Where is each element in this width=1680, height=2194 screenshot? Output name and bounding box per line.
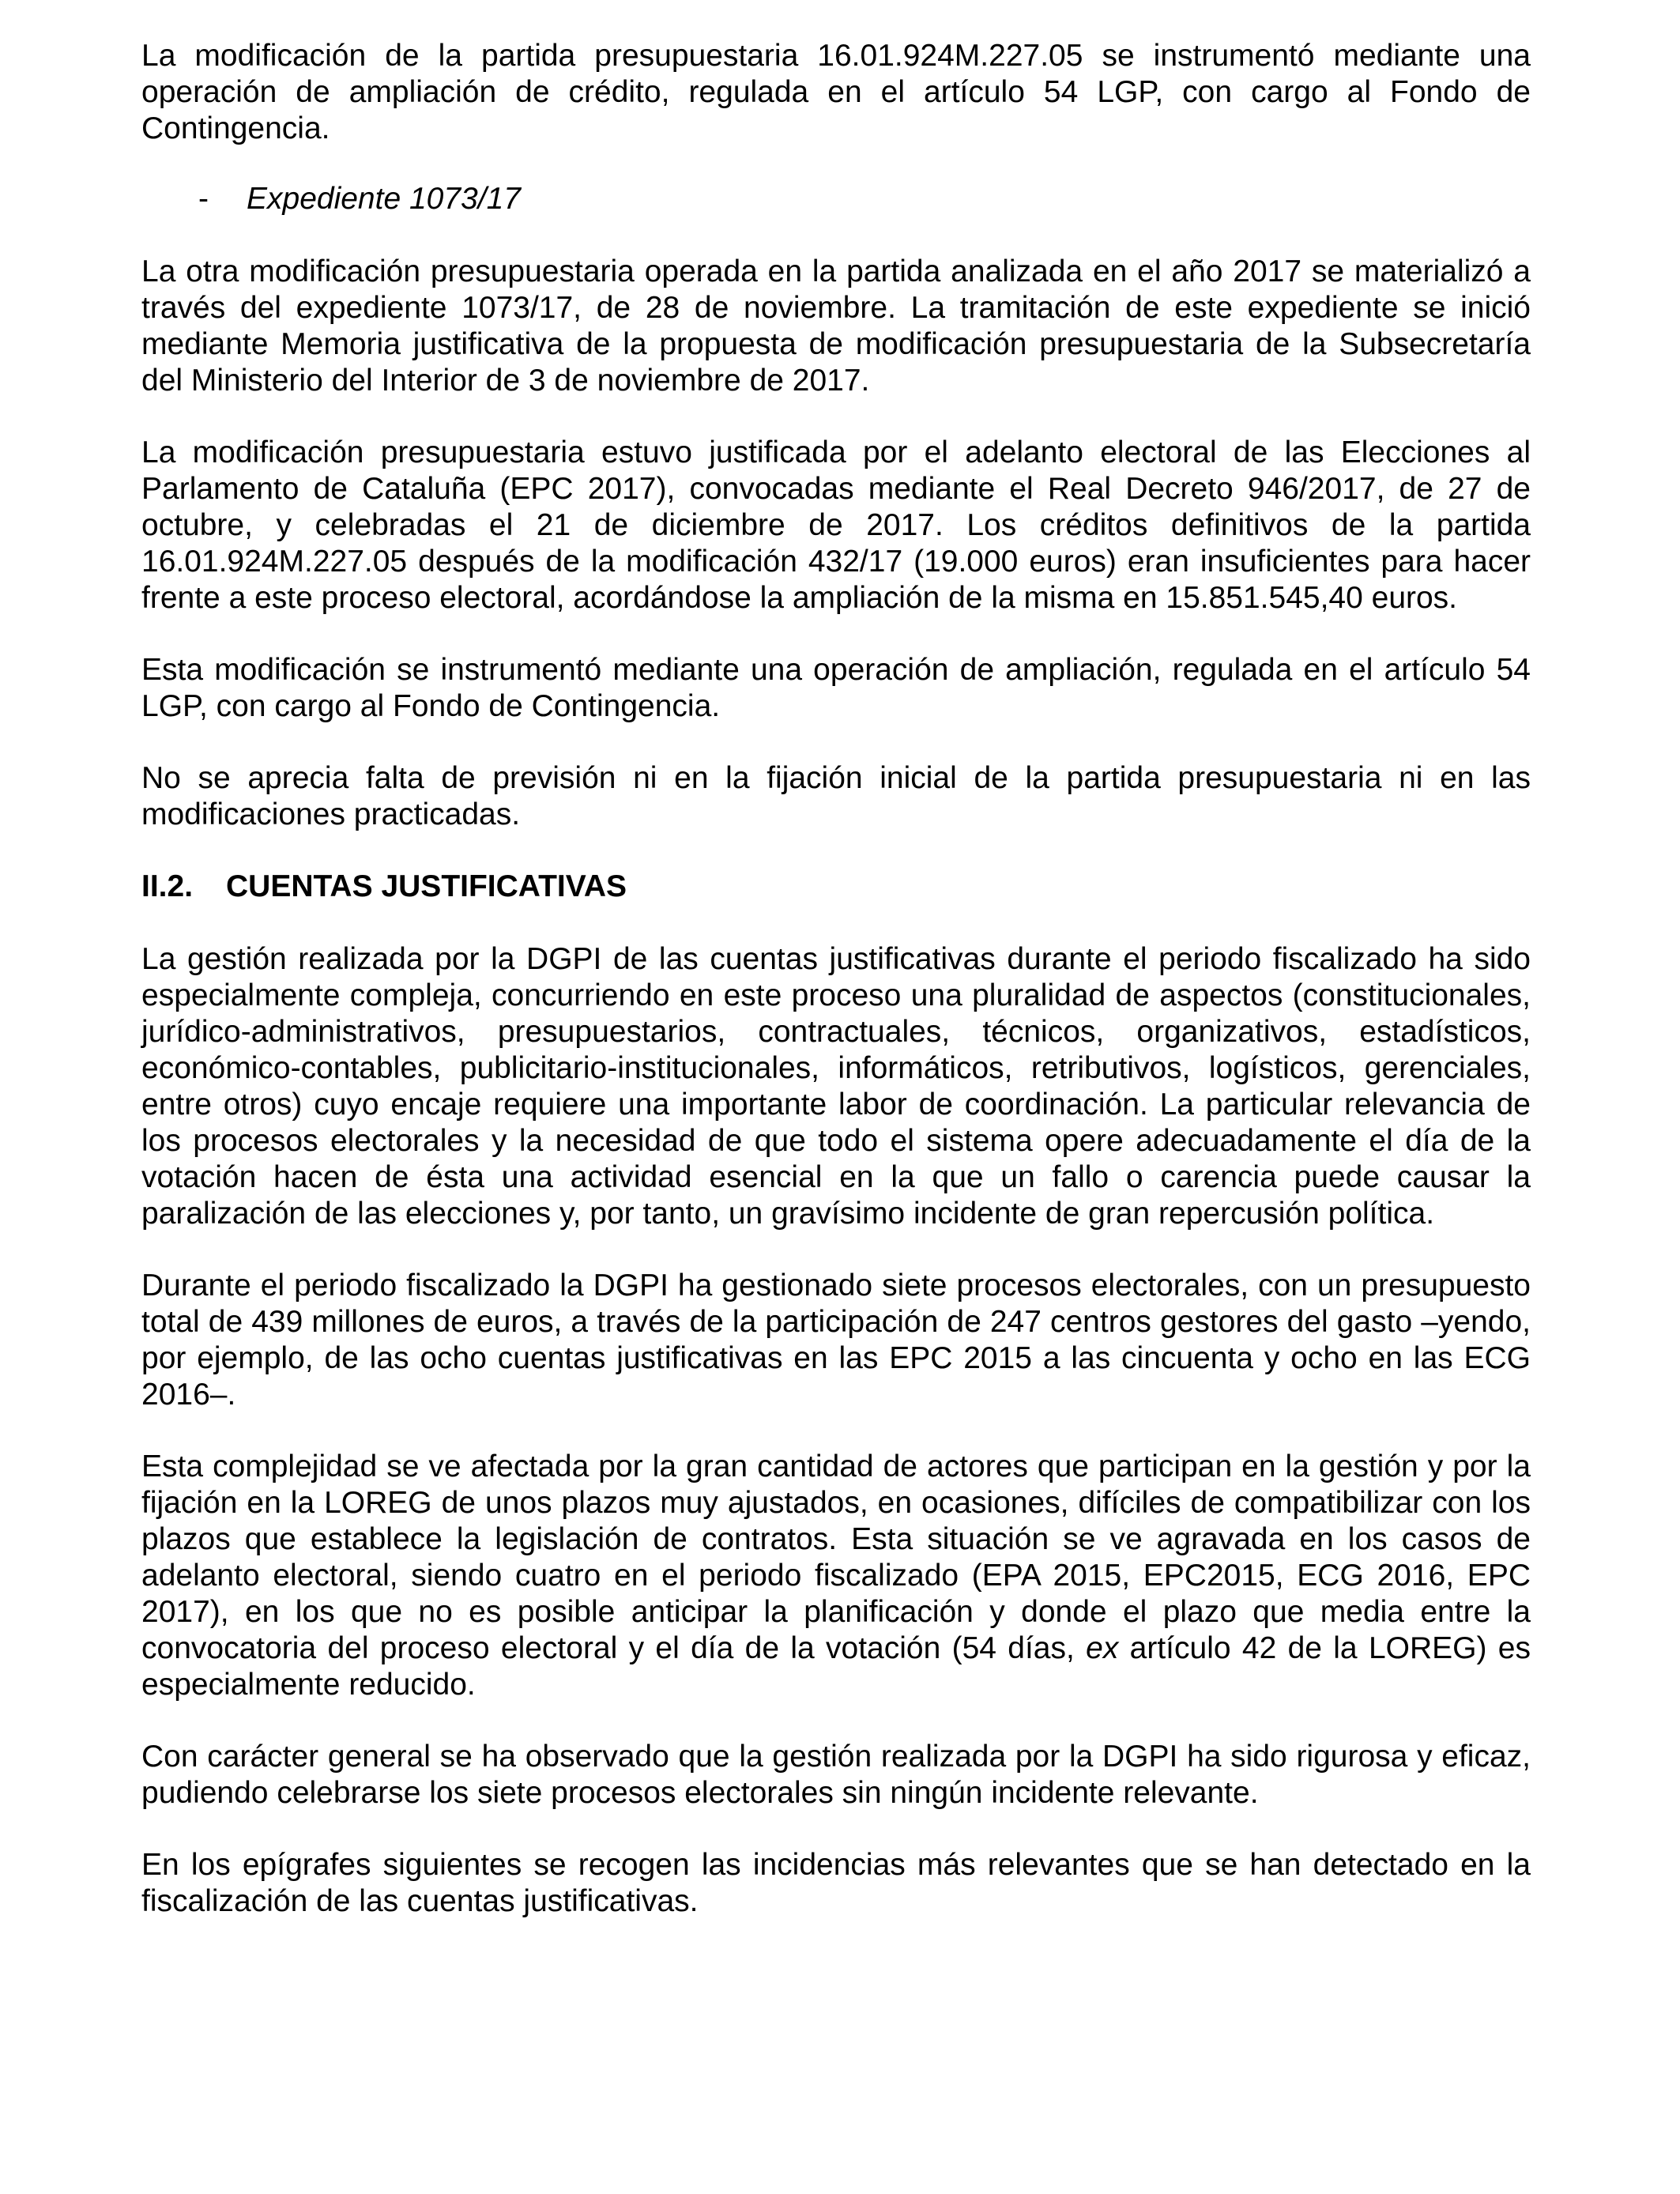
paragraph-prevision: No se aprecia falta de previsión ni en la fijación inicial de la partida presupuestaria ni en las modificaciones practicadas.: [141, 761, 1531, 831]
bullet-item-label: Expediente 1073/17: [247, 182, 521, 216]
section-number: II.2.: [141, 869, 194, 903]
paragraph-complejidad: [141, 1449, 1531, 1703]
bullet-item-expediente: [141, 181, 1531, 217]
paragraph-gestion-compleja: La gestión realizada por la DGPI de las cuentas justificativas durante el periodo fiscalizado ha sido especialmente compleja, concurriendo en este proceso una pluralidad de aspectos (constitucionales, jurídico-administrativos, presupuestarios, contractuales, técnicos, organizativos, estadísticos, económico-contables, publicitario-institucionales, informáticos, retributivos, logísticos, gerenciales, entre otros) cuyo encaje requiere una importante labor de coordinación. La particular relevancia de los procesos electorales y la necesidad de que todo el sistema opere adecuadamente el día de la votación hacen de ésta una actividad esencial en la que un fallo o carencia puede causar la paralización de las elecciones y, por tanto, un gravísimo incidente de gran repercusión política.: [141, 942, 1531, 1231]
paragraph-epigrafes: En los epígrafes siguientes se recogen las incidencias más relevantes que se han detectado en la fiscalización de las cuentas justificativas.: [141, 1848, 1531, 1918]
paragraph-operacion-ampliacion: Esta modificación se instrumentó mediante una operación de ampliación, regulada en el artículo 54 LGP, con cargo al Fondo de Contingencia.: [141, 653, 1531, 723]
paragraph-complejidad-text-2: artículo 42 de la LOREG) es especialmente reducido.: [141, 1631, 1531, 1702]
paragraph-procesos-electorales: Durante el periodo fiscalizado la DGPI ha gestionado siete procesos electorales, con un presupuesto total de 439 millones de euros, a través de la participación de 247 centros gestores del gasto –yendo, por ejemplo, de las ocho cuentas justificativas en las EPC 2015 a las cincuenta y ocho en las ECG 2016–.: [141, 1269, 1531, 1412]
bullet-marker: -: [198, 182, 209, 216]
paragraph-complejidad-italic: ex: [1086, 1631, 1119, 1665]
paragraph-justificacion-epc: La modificación presupuestaria estuvo justificada por el adelanto electoral de las Elecciones al Parlamento de Cataluña (EPC 2017), convocadas mediante el Real Decreto 946/2017, de 27 de octubre, y celebradas el 21 de diciembre de 2017. Los créditos definitivos de la partida 16.01.924M.227.05 después de la modificación 432/17 (19.000 euros) eran insuficientes para hacer frente a este proceso electoral, acordándose la ampliación de la misma en 15.851.545,40 euros.: [141, 435, 1531, 615]
paragraph-expediente-1073: La otra modificación presupuestaria operada en la partida analizada en el año 2017 se materializó a través del expediente 1073/17, de 28 de noviembre. La tramitación de este expediente se inició mediante Memoria justificativa de la propuesta de modificación presupuestaria de la Subsecretaría del Ministerio del Interior de 3 de noviembre de 2017.: [141, 254, 1531, 398]
paragraph-gestion-rigurosa: Con carácter general se ha observado que la gestión realizada por la DGPI ha sido rigurosa y eficaz, pudiendo celebrarse los siete procesos electorales sin ningún incidente relevante.: [141, 1740, 1531, 1810]
document-body: [141, 38, 1531, 1955]
paragraph-complejidad-text-1: Esta complejidad se ve afectada por la gran cantidad de actores que participan en la gestión y por la fijación en la LOREG de unos plazos muy ajustados, en ocasiones, difíciles de compatibilizar con los plazos que establece la legislación de contratos. Esta situación se ve agravada en los casos de adelanto electoral, siendo cuatro en el periodo fiscalizado (EPA 2015, EPC2015, ECG 2016, EPC 2017), en los que no es posible anticipar la planificación y donde el plazo que media entre la convocatoria del proceso electoral y el día de la votación (54 días,: [141, 1449, 1531, 1665]
paragraph-ampliacion-credito: La modificación de la partida presupuestaria 16.01.924M.227.05 se instrumentó mediante una operación de ampliación de crédito, regulada en el artículo 54 LGP, con cargo al Fondo de Contingencia.: [141, 39, 1531, 145]
section-heading: [141, 869, 1531, 905]
section-title: CUENTAS JUSTIFICATIVAS: [226, 869, 627, 903]
